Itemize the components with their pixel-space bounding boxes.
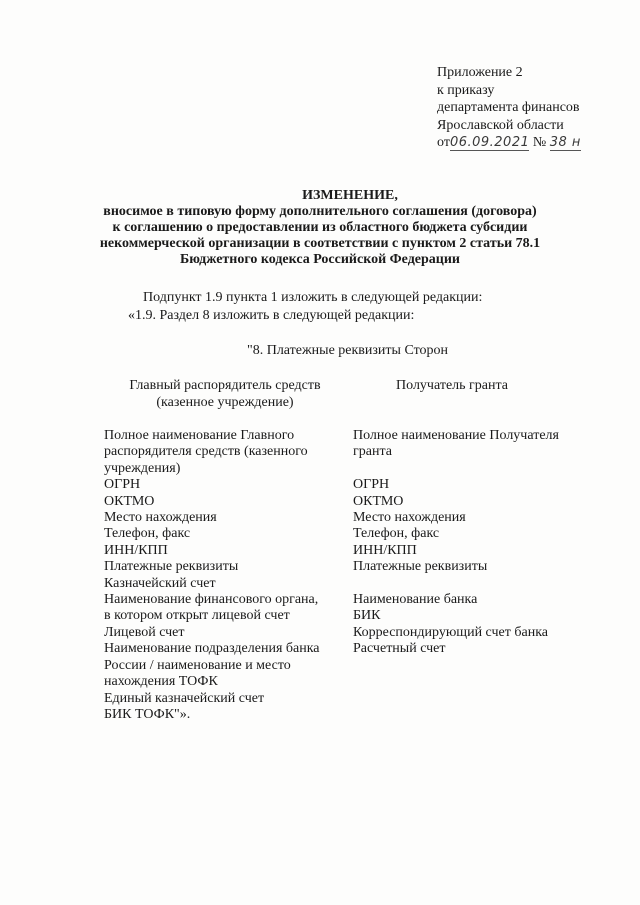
list-item: Полное наименование Главного	[104, 428, 295, 443]
paragraph-2: «1.9. Раздел 8 изложить в следующей редакции:	[128, 308, 415, 323]
right-column	[353, 428, 559, 658]
list-spacer	[353, 576, 559, 592]
list-item: Полное наименование Получателя	[353, 428, 559, 443]
list-item: ОКТМО	[353, 493, 404, 509]
list-item: Наименование подразделения банка	[104, 641, 320, 657]
list-item: Казначейский счет	[104, 575, 216, 591]
list-item: Платежные реквизиты	[353, 559, 488, 575]
list-item: ОКТМО	[104, 493, 155, 509]
list-item: Единый казначейский счет	[104, 690, 265, 706]
handwritten-date: 06.09.2021	[449, 135, 530, 150]
title-line-2: к соглашению о предоставлении из областного бюджета субсидии	[112, 220, 528, 235]
handwritten-number: 38 н	[549, 135, 581, 150]
appendix-line-1: Приложение 2	[437, 65, 523, 80]
title-heading: ИЗМЕНЕНИЕ,	[302, 188, 398, 203]
appendix-line-2: к приказу	[437, 82, 495, 98]
list-item: Расчетный счет	[353, 641, 446, 657]
list-item: учреждения)	[104, 460, 181, 476]
list-item: Платежные реквизиты	[104, 559, 239, 575]
appendix-line-3: департамента финансов	[437, 100, 580, 115]
list-item: Лицевой счет	[104, 624, 185, 640]
appendix-from-label: от	[437, 135, 450, 150]
list-item: Место нахождения	[353, 510, 466, 526]
list-item: России / наименование и место	[104, 657, 291, 673]
left-column	[104, 428, 320, 723]
appendix-block	[437, 64, 581, 152]
list-item: Телефон, факс	[104, 526, 191, 542]
list-item: Место нахождения	[104, 510, 217, 526]
list-item: распорядителя средств (казенного	[104, 444, 308, 460]
left-column-header	[100, 377, 350, 411]
list-item: БИК ТОФК"».	[104, 706, 191, 722]
list-item: Телефон, факс	[353, 526, 440, 542]
list-item: в котором открыт лицевой счет	[104, 608, 290, 624]
list-item: Корреспондирующий счет банка	[353, 624, 548, 640]
list-item: Наименование банка	[353, 592, 478, 608]
list-item: нахождения ТОФК	[104, 674, 218, 690]
appendix-date-line	[437, 134, 581, 152]
list-item: Наименование финансового органа,	[104, 592, 319, 608]
paragraph-1: Подпункт 1.9 пункта 1 изложить в следующей редакции:	[143, 290, 483, 305]
list-item: ОГРН	[353, 477, 390, 493]
left-header-line-1: Главный распорядитель средств	[129, 378, 321, 393]
list-spacer	[353, 461, 559, 477]
list-item: ИНН/КПП	[353, 542, 417, 558]
list-item: ИНН/КПП	[104, 542, 168, 558]
appendix-number-sign: №	[532, 135, 547, 150]
section-heading: "8. Платежные реквизиты Сторон	[247, 343, 449, 358]
right-column-header: Получатель гранта	[396, 378, 508, 393]
title-line-4: Бюджетного кодекса Российской Федерации	[179, 252, 460, 267]
document-title	[0, 188, 640, 268]
list-item: БИК	[353, 608, 381, 624]
list-item: гранта	[353, 444, 392, 460]
left-header-line-2: (казенное учреждение)	[156, 395, 294, 410]
appendix-line-4: Ярославской области	[437, 117, 564, 133]
title-line-1: вносимое в типовую форму дополнительного соглашения (договора)	[103, 204, 537, 219]
list-item: ОГРН	[104, 477, 141, 493]
title-line-3: некоммерческой организации в соответствии с пунктом 2 статьи 78.1	[99, 236, 541, 251]
